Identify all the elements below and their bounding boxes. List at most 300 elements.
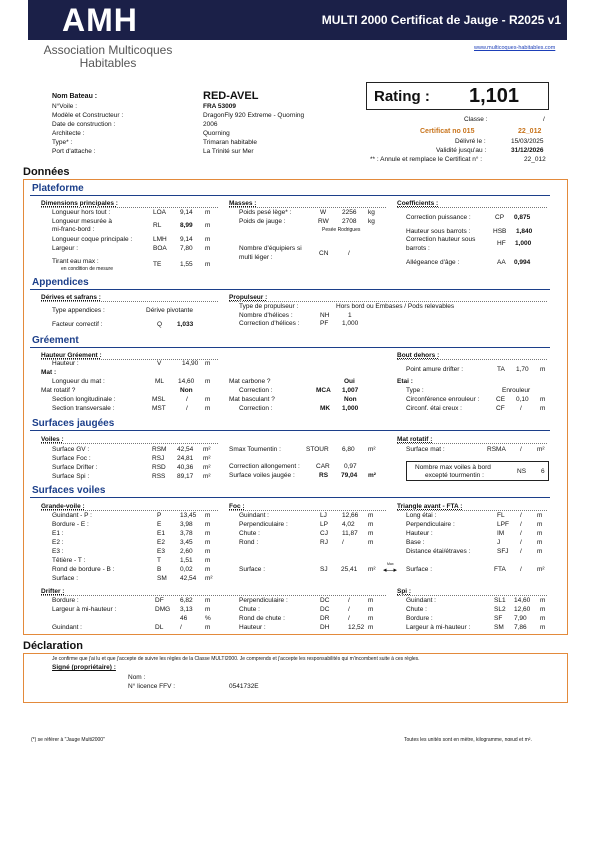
corr-puiss-val: 0,875	[514, 214, 531, 221]
gv-row-unit: m	[205, 548, 211, 555]
rating-label: Rating :	[374, 88, 430, 105]
gv-row-value: 3,78	[180, 530, 193, 537]
drifter-title: Drifter :	[41, 588, 65, 595]
drifter-row-unit: m	[205, 624, 211, 631]
drifter-row-unit: %	[205, 615, 211, 622]
mat-title: Mat :	[41, 369, 57, 376]
declaration-text: Je confirme que j'ai lu et que j'accepte de suivre les règles de la Classe MULTI2000. Je comprends et j'accepte les responsabilités qui m'incombent suite à ces règles.	[52, 656, 420, 662]
pesee-note: Pesée Rodrigues	[322, 227, 361, 233]
corr2-label: Correction :	[239, 405, 273, 412]
foc-row-code: LP	[320, 521, 328, 528]
foc-surf-label: Surface :	[239, 566, 266, 573]
gv-row-label: E1 :	[52, 530, 64, 537]
ns-code: NS	[517, 468, 527, 475]
sj-row-unit: m²	[203, 473, 211, 480]
hf-val: 1,000	[515, 240, 532, 247]
drifter2-row-unit: m	[368, 606, 374, 613]
poids-lege-val: 2256	[342, 209, 357, 216]
type-app-val: Dérive pivotante	[146, 307, 193, 314]
pa-label: Point amure drifter :	[406, 366, 464, 373]
drifter-row-label: Bordure :	[52, 597, 79, 604]
spi-row-label: Largeur à mi-hauteur :	[406, 624, 471, 631]
poids-lege-label: Poids pesé lège* :	[239, 209, 292, 216]
sj-row-label: Surface Spi :	[52, 473, 90, 480]
drifter-row-unit: m	[205, 606, 211, 613]
sj-row-code: RSD	[152, 464, 166, 471]
drifter-row-unit: m	[205, 597, 211, 604]
sj-row-code: RSS	[152, 473, 166, 480]
dim-title: Dimensions principales :	[41, 200, 118, 207]
drifter2-row-value: /	[348, 597, 350, 604]
sm-code: RSMA	[487, 446, 506, 453]
tri-row-unit: m	[537, 548, 543, 555]
tri-row-code: FL	[497, 512, 505, 519]
tri-row-unit: m	[537, 539, 543, 546]
sj-row-label: Surface Foc :	[52, 455, 91, 462]
gv-row-unit: m	[205, 512, 211, 519]
gv-row-value: 42,54	[180, 575, 197, 582]
ns-label2: excepté tourmentin :	[425, 472, 484, 479]
boat-architect: Quorning	[203, 130, 230, 137]
spi-row-code: SL1	[494, 597, 506, 604]
foc-row-code: CJ	[320, 530, 328, 537]
gv-title: Grande-voile :	[41, 503, 85, 510]
pa-unit: m	[540, 366, 546, 373]
corr1-val: 1,007	[342, 387, 359, 394]
tri-surf-val: /	[520, 566, 522, 573]
drifter-row-label: Guindant :	[52, 624, 82, 631]
car-val: 0,97	[344, 463, 357, 470]
gv-row-label: Têtière - T :	[52, 557, 86, 564]
sj-row-code: RSM	[152, 446, 167, 453]
drifter-row-code: DF	[155, 597, 164, 604]
gv-row-label: Bordure - E :	[52, 521, 89, 528]
amh-logo: AMH	[62, 2, 138, 38]
hsb-code: HSB	[493, 228, 507, 235]
bascul-label: Mat basculant ?	[229, 396, 275, 403]
ns-label1: Nombre max voiles à bord	[415, 464, 491, 471]
gv-row-value: 3,45	[180, 539, 193, 546]
tri-surf-unit: m²	[537, 566, 545, 573]
drifter2-row-code: DC	[320, 606, 330, 613]
gv-row-label: E2 :	[52, 539, 64, 546]
label-architecte: Architecte :	[52, 130, 85, 137]
equip-val: /	[348, 250, 350, 257]
drifter2-row-label: Hauteur :	[239, 624, 266, 631]
certificate-title: MULTI 2000 Certificat de Jauge - R2025 v1	[321, 13, 561, 27]
hf-code: HF	[497, 240, 506, 247]
corr2-val: 1,000	[342, 405, 359, 412]
poids-jauge-unit: kg	[368, 218, 375, 225]
tri-row-value: /	[520, 521, 522, 528]
voiles-title: Voiles :	[41, 436, 64, 443]
gv-row-unit: m²	[205, 575, 213, 582]
foc-row-code: RJ	[320, 539, 328, 546]
etai-type-label: Type :	[406, 387, 424, 394]
spi-row-value: 7,86	[514, 624, 527, 631]
foc-surf-code: SJ	[320, 566, 328, 573]
gv-row-value: 1,51	[180, 557, 193, 564]
dim-unit: m	[205, 245, 211, 252]
fc-label: Facteur correctif :	[52, 321, 103, 328]
nh-code: NH	[320, 312, 330, 319]
bascul-val: Non	[344, 396, 357, 403]
foc-title: Foc :	[229, 503, 245, 510]
hf-label2: barrots :	[406, 245, 430, 252]
st-code: MST	[152, 405, 166, 412]
section-appendices: Appendices	[32, 277, 89, 288]
cf-val: /	[520, 405, 522, 412]
rs-unit: m²	[368, 472, 376, 479]
tri-row-label: Base :	[406, 539, 425, 546]
boat-port: La Trinité sur Mer	[203, 148, 254, 155]
declaration-title: Déclaration	[23, 640, 83, 652]
foc-row-unit: m	[368, 521, 374, 528]
pf-val: 1,000	[342, 320, 359, 327]
sj-row-value: 42,54	[177, 446, 194, 453]
age-label: Allégeance d'âge :	[406, 259, 460, 266]
foc-row-label: Guindant :	[239, 512, 269, 519]
rs-label: Surface voiles jaugée :	[229, 472, 295, 479]
corr1-label: Correction :	[239, 387, 273, 394]
cf-unit: m	[540, 405, 546, 412]
foc-row-value: /	[342, 539, 344, 546]
annule-label: ** : Annule et remplace le Certificat n° :	[370, 156, 483, 163]
rating-box	[366, 82, 549, 110]
tri-row-value: /	[520, 512, 522, 519]
equip-label1: Nombre d'équipiers si	[239, 245, 302, 252]
spi-row-code: SM	[494, 624, 504, 631]
drifter-row-value: 3,13	[180, 606, 193, 613]
cert-code: 22_012	[518, 128, 542, 135]
boat-sail: FRA 53009	[203, 103, 236, 110]
signe-label: Signé (propriétaire) :	[52, 664, 116, 671]
licence-val: 0541732E	[229, 683, 259, 690]
sm-label: Surface mat :	[406, 446, 445, 453]
gv-row-code: E1	[157, 530, 165, 537]
association-name: Association Multicoques Habitables	[43, 43, 173, 70]
tri-surf-code: FTA	[494, 566, 506, 573]
dim-code: TE	[153, 261, 162, 268]
poids-lege-unit: kg	[368, 209, 375, 216]
spi-row-unit: m	[540, 606, 546, 613]
gv-row-code: E	[157, 521, 162, 528]
sj-row-unit: m²	[203, 464, 211, 471]
etai-title: Etai :	[397, 378, 413, 385]
age-val: 0,994	[514, 259, 531, 266]
lm-code: ML	[155, 378, 165, 385]
tri-row-value: /	[520, 539, 522, 546]
ce-code: CE	[496, 396, 506, 403]
spi-row-code: SL2	[494, 606, 506, 613]
section-surfaces-voiles: Surfaces voiles	[32, 485, 106, 496]
gv-row-code: E2	[157, 539, 165, 546]
gv-row-value: 13,45	[180, 512, 197, 519]
foc-surf-val: 25,41	[341, 566, 358, 573]
boat-model: DragonFly 920 Extreme - Quorning	[203, 112, 305, 119]
smax-label: Smax Toumentin :	[229, 446, 281, 453]
drifter-row-code: DMG	[155, 606, 171, 613]
type-app-label: Type appendices :	[52, 307, 105, 314]
drifter2-row-label: Chute :	[239, 606, 260, 613]
sj-row-code: RSJ	[152, 455, 165, 462]
hauteur-code: V	[157, 360, 162, 367]
cf-label: Circonf. étai creux :	[406, 405, 462, 412]
nh-val: 1	[348, 312, 352, 319]
website-link[interactable]: www.multicoques-habitables.com	[474, 45, 556, 51]
equip-code: CN	[319, 250, 329, 257]
drifter2-row-value: /	[348, 615, 350, 622]
label-modele: Modèle et Constructeur :	[52, 112, 124, 119]
spi-row-unit: m	[540, 597, 546, 604]
fc-val: 1,033	[177, 321, 194, 328]
corr2-code: MK	[320, 405, 331, 412]
bout-title: Bout dehors :	[397, 352, 440, 359]
coef-title: Coefficients :	[397, 200, 439, 207]
smax-code: STOUR	[306, 446, 329, 453]
poids-jauge-label: Poids de jauge :	[239, 218, 286, 225]
dim-value: 9,14	[180, 236, 193, 243]
sm-val: /	[520, 446, 522, 453]
boat-year: 2006	[203, 121, 218, 128]
label-nom-bateau: Nom Bateau :	[52, 93, 98, 100]
dim-label: Largeur :	[52, 245, 79, 252]
tri-title: Triangle avant - FTA :	[397, 503, 463, 510]
drifter-row-code: DL	[155, 624, 164, 631]
licence-label: N° licence FFV :	[128, 683, 176, 690]
ns-val: 6	[541, 468, 545, 475]
boat-name: RED-AVEL	[203, 90, 259, 102]
corr-puiss-code: CP	[495, 214, 505, 221]
label-voile: N°Voile :	[52, 103, 78, 110]
gv-row-label: Guindant - P :	[52, 512, 92, 519]
foc-surf-unit: m²	[368, 566, 376, 573]
drifter2-row-value: 12,52	[348, 624, 365, 631]
spi-title: Spi :	[397, 588, 412, 595]
dim-label: Longueur coque principale :	[52, 236, 133, 243]
sl-unit: m	[205, 396, 211, 403]
spi-row-value: 14,60	[514, 597, 531, 604]
prop-title: Propulseur :	[229, 294, 268, 301]
drifter2-row-code: DC	[320, 597, 330, 604]
tri-row-code: SFJ	[497, 548, 509, 555]
gv-row-code: B	[157, 566, 162, 573]
lm-val: 14,60	[178, 378, 195, 385]
tri-row-code: IM	[497, 530, 505, 537]
gv-row-code: P	[157, 512, 162, 519]
tri-row-code: LPF	[497, 521, 509, 528]
pa-val: 1,70	[516, 366, 529, 373]
gv-row-unit: m	[205, 539, 211, 546]
hsb-val: 1,840	[516, 228, 533, 235]
spi-row-code: SF	[494, 615, 503, 622]
dim-label: Longueur mesurée à	[52, 218, 112, 225]
foc-row-unit: m	[368, 530, 374, 537]
lm-unit: m	[205, 378, 211, 385]
derives-title: Dérives et safrans :	[41, 294, 101, 301]
ce-unit: m	[540, 396, 546, 403]
rs-code: RS	[319, 472, 329, 479]
drifter2-row-label: Perpendiculaire :	[239, 597, 288, 604]
delivre-label: Délivré le :	[455, 138, 486, 145]
donnees-title: Données	[23, 166, 70, 178]
gv-row-value: 0,02	[180, 566, 193, 573]
car-label: Correction allongement :	[229, 463, 300, 470]
dim-value: 9,14	[180, 209, 193, 216]
rs-val: 79,04	[341, 472, 358, 479]
hauteur-unit: m	[205, 360, 211, 367]
tri-row-unit: m	[537, 512, 543, 519]
tri-row-label: Distance étai/étraves :	[406, 548, 471, 555]
sj-row-value: 40,36	[177, 464, 194, 471]
dim-label: Tirant eau max :	[52, 258, 99, 265]
carbone-val: Oui	[344, 378, 355, 385]
drifter2-row-code: DR	[320, 615, 330, 622]
foc-row-label: Rond :	[239, 539, 259, 546]
drifter2-row-unit: m	[368, 624, 374, 631]
cert-label: Certificat no 015	[420, 128, 475, 135]
pa-code: TA	[497, 366, 505, 373]
foc-row-value: 12,66	[342, 512, 359, 519]
gv-row-label: Surface :	[52, 575, 79, 582]
hf-label1: Correction hauteur sous	[406, 236, 476, 243]
annule-value: 22_012	[524, 156, 546, 163]
tri-row-unit: m	[537, 521, 543, 528]
dim-code: LOA	[153, 209, 167, 216]
drifter2-row-code: DH	[320, 624, 330, 631]
gv-row-code: E3	[157, 548, 165, 555]
dim-code: LMH	[153, 236, 167, 243]
type-prop-label: Type de propulseur :	[239, 303, 299, 310]
dim-label2: mi-franc-bord :	[52, 226, 95, 233]
drifter2-row-label: Rond de chute :	[239, 615, 285, 622]
gv-row-value: 2,60	[180, 548, 193, 555]
label-port: Port d'attache :	[52, 148, 96, 155]
dim-unit: m	[205, 209, 211, 216]
poids-lege-code: W	[320, 209, 327, 216]
tri-row-label: Hauteur :	[406, 530, 433, 537]
sl-code: MSL	[152, 396, 166, 403]
hsb-label: Hauteur sous barrots :	[406, 228, 471, 235]
etai-type-val: Enrouleur	[502, 387, 531, 394]
dim-value: 7,80	[180, 245, 193, 252]
plateforme-rule	[30, 195, 550, 196]
sm-unit: m²	[537, 446, 545, 453]
tri-row-value: /	[520, 530, 522, 537]
equip-label2: multi léger :	[239, 254, 273, 261]
nh-label: Nombre d'hélices :	[239, 312, 293, 319]
foc-row-unit: m	[368, 512, 374, 519]
spi-row-label: Chute :	[406, 606, 427, 613]
section-surfaces-jaugees: Surfaces jaugées	[32, 418, 115, 429]
ce-label: Circonférence enrouleur :	[406, 396, 480, 403]
spi-row-value: 7,90	[514, 615, 527, 622]
st-val: /	[186, 405, 188, 412]
tri-surf-label: Surface :	[406, 566, 433, 573]
gv-row-unit: m	[205, 530, 211, 537]
foc-row-label: Chute :	[239, 530, 260, 537]
section-greement: Gréement	[32, 335, 79, 346]
sj-row-label: Surface Drifter :	[52, 464, 98, 471]
ns-box	[406, 461, 549, 481]
corr1-code: MCA	[316, 387, 331, 394]
label-type: Type* :	[52, 139, 73, 146]
corr-puiss-label: Correction puissance :	[406, 214, 471, 221]
hauteur-label: Hauteur :	[52, 360, 79, 367]
label-date: Date de construction :	[52, 121, 116, 128]
masses-title: Masses :	[229, 200, 257, 207]
gv-row-label: E3 :	[52, 548, 64, 555]
spi-row-value: 12,60	[514, 606, 531, 613]
validite-label: Validité jusqu'au :	[436, 147, 487, 154]
spi-row-label: Guindant :	[406, 597, 436, 604]
tri-row-value: /	[520, 548, 522, 555]
sj-row-unit: m²	[203, 455, 211, 462]
dim-unit: m	[205, 236, 211, 243]
smax-unit: m²	[368, 446, 376, 453]
drifter-row-label: Largeur à mi-hauteur :	[52, 606, 117, 613]
st-label: Section transversale :	[52, 405, 115, 412]
section-plateforme: Plateforme	[32, 183, 84, 194]
foc-row-unit: m	[368, 539, 374, 546]
max-label: Max	[387, 562, 394, 566]
rot-val: Non	[180, 387, 193, 394]
boat-type: Trimaran habitable	[203, 139, 257, 146]
foc-row-code: LJ	[320, 512, 327, 519]
foc-row-label: Perpendiculaire :	[239, 521, 288, 528]
drifter2-row-unit: m	[368, 597, 374, 604]
lm-label: Longueur du mat :	[52, 378, 105, 385]
footer-units: Toutes les unités sont en mètre, kilogramme, nœud et m².	[404, 737, 532, 743]
dim-code: RL	[153, 222, 162, 229]
gv-row-code: SM	[157, 575, 167, 582]
tri-row-label: Perpendiculaire :	[406, 521, 455, 528]
type-prop-val: Hors bord ou Embases / Pods relevables	[336, 303, 455, 310]
footer-note: (*) se référer à "Jauge Multi2000"	[31, 737, 105, 743]
tri-row-code: J	[497, 539, 501, 546]
classe-label: Classe :	[464, 116, 488, 123]
smax-val: 6,80	[342, 446, 355, 453]
arrow-both-icon: ◂—▸	[383, 567, 398, 574]
foc-row-value: 4,02	[342, 521, 355, 528]
sj-row-value: 89,17	[177, 473, 194, 480]
age-code: AA	[497, 259, 506, 266]
dim-code: BOA	[153, 245, 167, 252]
sj-row-value: 24,81	[177, 455, 194, 462]
sj-row-label: Surface GV :	[52, 446, 90, 453]
pf-label: Correction d'hélices :	[239, 320, 300, 327]
fc-code: Q	[157, 321, 163, 328]
rot-label: Mat rotatif ?	[41, 387, 76, 394]
cf-code: CF	[496, 405, 505, 412]
dim-value: 8,99	[180, 222, 193, 229]
car-code: CAR	[316, 463, 330, 470]
ce-val: 0,10	[516, 396, 529, 403]
st-unit: m	[205, 405, 211, 412]
validite-value: 31/12/2026	[511, 147, 544, 154]
dim-label2: en condition de mesure	[61, 266, 113, 272]
gv-row-unit: m	[205, 557, 211, 564]
hauteur-val: 14,90	[182, 360, 199, 367]
drifter2-row-unit: m	[368, 615, 374, 622]
gv-row-value: 3,98	[180, 521, 193, 528]
header-bar	[28, 0, 567, 40]
gv-row-unit: m	[205, 566, 211, 573]
nom-label: Nom :	[128, 674, 146, 681]
spi-row-unit: m	[540, 624, 546, 631]
carbone-label: Mat carbone ?	[229, 378, 271, 385]
sl-val: /	[186, 396, 188, 403]
